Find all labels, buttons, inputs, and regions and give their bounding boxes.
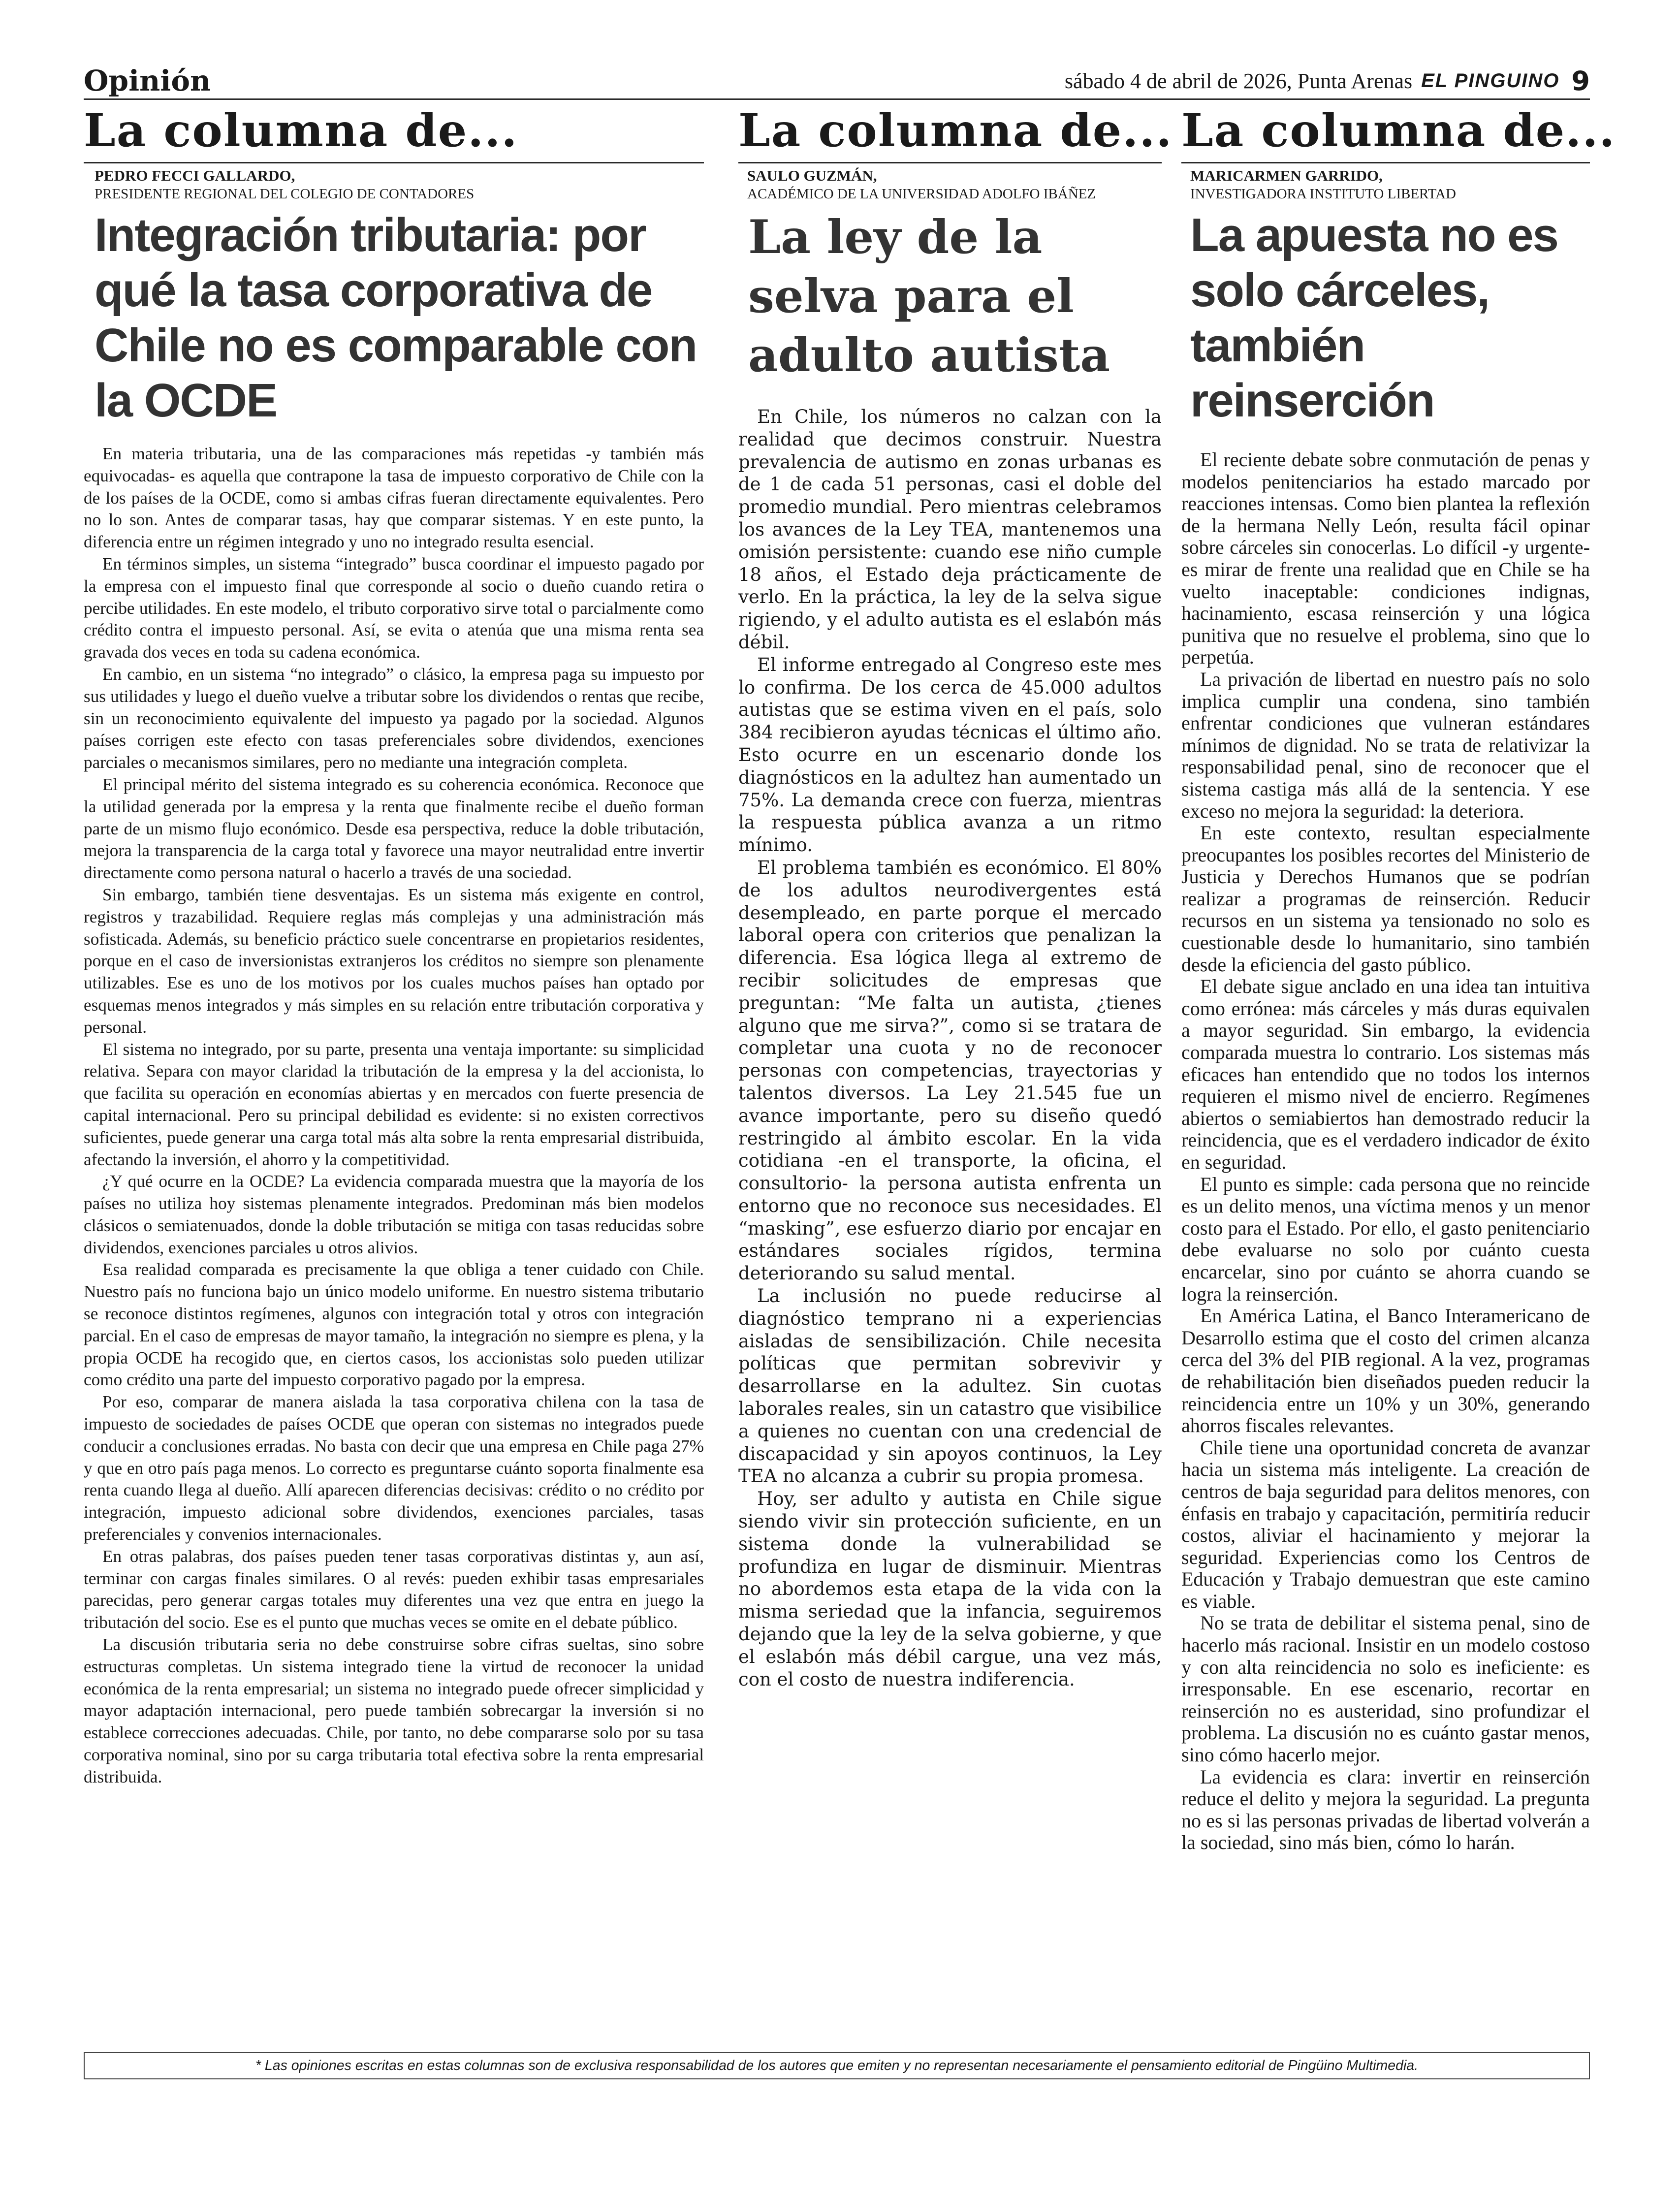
paragraph: En cambio, en un sistema “no integrado” o clásico, la empresa paga su impuesto por sus utilidades y luego el dueño vuelve a tributar sobre los dividendos o rentas que recibe, sin un reconocimiento equivalente del impuesto ya pagado por la sociedad. Algunos países corrigen este efecto con tasas preferenciales sobre dividendos, exenciones parciales o mecanismos similares, pero no mediante una integración completa. [84, 664, 704, 772]
column-headline: La apuesta no es solo cárceles, también reinserción [1190, 209, 1558, 427]
paragraph: ¿Y qué ocurre en la OCDE? La evidencia comparada muestra que la mayoría de los países no utiliza hoy sistemas plenamente integrados. Predominan más bien modelos clásicos o semiatenuados, donde la doble tributación se mitiga con tasas reducidas sobre dividendos, exenciones parciales u otros alivios. [84, 1172, 704, 1257]
author-role: ACADÉMICO DE LA UNIVERSIDAD ADOLFO IBÁÑEZ [747, 186, 1096, 202]
issue-date: sábado 4 de abril de 2026, Punta Arenas [1064, 68, 1413, 93]
paragraph: La privación de libertad en nuestro país no solo implica cumplir una condena, sino también enfrentar condiciones que vulneran estándares mínimos de dignidad. No se trata de relativizar la responsabilidad penal, sino de reconocer que el sistema castiga más allá de la sentencia. Y ese exceso no mejora la seguridad: la deteriora. [1181, 668, 1590, 822]
column-headline: Integración tributaria: por qué la tasa corporativa de Chile no es comparable con la OCDE [95, 209, 697, 427]
paragraph: El debate sigue anclado en una idea tan intuitiva como errónea: más cárceles y más duras equivalen a mayor seguridad. Sin embargo, la evidencia comparada muestra lo contrario. Los sistemas más eficaces han entendido que no todos los internos requieren el mismo nivel de encierro. Regímenes abiertos o semiabiertos han demostrado reducir la reincidencia, que es el verdadero indicador de éxito en seguridad. [1181, 975, 1590, 1173]
paragraph: El sistema no integrado, por su parte, presenta una ventaja importante: su simplicidad relativa. Separa con mayor claridad la tributación de la empresa y la del accionista, lo que facilita su operación en economías abiertas y en mercados con fuerte presencia de capital internacional. Pero su principal debilidad es evidente: si no existen correctivos suficientes, puede generar una carga total más alta sobre la renta empresarial distribuida, afectando la inversión, el ahorro y la competitividad. [84, 1039, 704, 1169]
column-kicker: La columna de... [738, 104, 1173, 157]
paragraph: La evidencia es clara: invertir en reinserción reduce el delito y mejora la seguridad. La pregunta no es si las personas privadas de libertad volverán a la sociedad, sino más bien, cómo lo harán. [1181, 1765, 1590, 1854]
paragraph: La discusión tributaria seria no debe construirse sobre cifras sueltas, sino sobre estructuras completas. Un sistema integrado tiene la virtud de reconocer la unidad económica de la renta empresarial; un sistema no integrado puede ofrecer simplicidad y mayor adaptación internacional, pero puede también sobrecargar la inversión si no establece correcciones adecuadas. Chile, por tanto, no debe compararse solo por su tasa corporativa nominal, sino por su carga tributaria total efectiva sobre la renta empresarial distribuida. [84, 1635, 704, 1786]
page-header [84, 63, 1590, 98]
paragraph: En otras palabras, dos países pueden tener tasas corporativas distintas y, aun así, terminar con cargas finales similares. O al revés: pueden exhibir tasas empresariales parecidas, pero generar cargas totales muy diferentes una vez que entra en juego la tributación del socio. Ese es el punto que muchas veces se omite en el debate público. [84, 1546, 704, 1632]
paragraph: El punto es simple: cada persona que no reincide es un delito menos, una víctima menos y un menor costo para el Estado. Por ello, el gasto penitenciario debe evaluarse no solo por cuánto cuesta encarcelar, sino por cuánto se ahorra cuando se logra la reinserción. [1181, 1173, 1590, 1305]
opinion-column-1 [84, 106, 704, 1788]
author-role: PRESIDENTE REGIONAL DEL COLEGIO DE CONTADORES [95, 186, 475, 202]
paragraph: Esa realidad comparada es precisamente la que obliga a tener cuidado con Chile. Nuestro país no funciona bajo un único modelo uniforme. En nuestro sistema tributario se reconoce distintos regímenes, algunos con integración total y otros con integración parcial. En el caso de empresas de mayor tamaño, la integración no siempre es plena, y la propia OCDE ha recogido que, en ciertos casos, los accionistas solo pueden utilizar como crédito una parte del impuesto corporativo pagado por la empresa. [84, 1260, 704, 1390]
column-kicker: La columna de... [1181, 104, 1616, 157]
paragraph: La inclusión no puede reducirse al diagnóstico temprano ni a experiencias aisladas de sensibilización. Chile necesita políticas que permitan sobrevivir y desarrollarse en la adultez. Sin cuotas laborales reales, sin un catastro que visibilice a quienes no cuentan con una credencial de discapacidad y sin apoyos continuos, la Ley TEA no alcanza a cubrir su propia promesa. [738, 1285, 1162, 1487]
column-body [1181, 449, 1590, 1854]
paragraph: El reciente debate sobre conmutación de penas y modelos penitenciarios ha estado marcado por reacciones intensas. Como bien plantea la reflexión de la hermana Nelly León, resulta fácil opinar sobre cárceles sin conocerlas. Lo difícil -y urgente- es mirar de frente una realidad que en Chile se ha vuelto inaceptable: condiciones indignas, hacinamiento, escasa reinserción y una lógica punitiva que no resuelve el problema, sino que lo perpetúa. [1181, 448, 1590, 669]
author-name: MARICARMEN GARRIDO, [1190, 167, 1383, 184]
column-kicker: La columna de... [84, 104, 518, 157]
masthead-info [1065, 63, 1590, 98]
paragraph: Por eso, comparar de manera aislada la tasa corporativa chilena con la tasa de impuesto de sociedades de países OCDE que operan con sistemas no integrados puede conducir a conclusiones erradas. No basta con decir que una empresa en Chile paga 27% y que en otro país paga menos. Lo correcto es preguntarse cuánto soporta finalmente esa renta cuando llega al dueño. Allí aparecen diferencias decisivas: crédito o no crédito por integración, impuesto adicional sobre dividendos, exenciones parciales, tasas preferenciales y convenios internacionales. [84, 1392, 704, 1544]
paragraph: En este contexto, resultan especialmente preocupantes los posibles recortes del Ministerio de Justicia y Derechos Humanos que se podrían realizar a programas de reinserción. Reducir recursos en un sistema ya tensionado no solo es cuestionable desde lo humanitario, sino también desde la eficiencia del gasto público. [1181, 822, 1590, 976]
page-number: 9 [1571, 65, 1590, 96]
paragraph: Sin embargo, también tiene desventajas. Es un sistema más exigente en control, registros y trazabilidad. Requiere reglas más complejas y una administración más sofisticada. Además, su beneficio práctico suele concentrarse en propietarios residentes, porque en el caso de inversionistas extranjeros los créditos no siempre son plenamente utilizables. Ese es uno de los motivos por los cuales muchos países han optado por esquemas menos integrados y más simples en su relación entre tributación corporativa y personal. [84, 885, 704, 1037]
author-name: PEDRO FECCI GALLARDO, [95, 167, 295, 184]
paragraph: El informe entregado al Congreso este mes lo confirma. De los cerca de 45.000 adultos autistas que se estima viven en el país, solo 384 recibieron ayudas técnicas el último año. Esto ocurre en un escenario donde los diagnósticos en la adultez han aumentado un 75%. La demanda crece con fuerza, mientras la respuesta pública avanza a un ritmo mínimo. [738, 654, 1162, 856]
paragraph: El problema también es económico. El 80% de los adultos neurodivergentes está desempleado, en parte porque el mercado laboral opera con criterios que penalizan la diferencia. Esa lógica llega al extremo de recibir solicitudes de empresas que preguntan: “Me falta un autista, ¿tienes alguno que me sirva?”, como si se tratara de completar una cuota y no de reconocer personas con competencias, trayectorias y talentos diversos. La Ley 21.545 fue un avance importante, pero su diseño quedó restringido al ámbito escolar. En la vida cotidiana -en el transporte, la oficina, el consultorio- la persona autista enfrenta un entorno que no reconoce sus necesidades. El “masking”, ese esfuerzo diario por encajar en estándares sociales rígidos, termina deteriorando su salud mental. [738, 857, 1162, 1284]
header-divider [84, 98, 1590, 100]
paragraph: En materia tributaria, una de las comparaciones más repetidas -y también más equivocadas- es aquella que contrapone la tasa de impuesto corporativo de Chile con la de los países de la OCDE, como si ambas cifras fueran directamente equivalentes. Pero no lo son. Antes de comparar tasas, hay que comparar sistemas. Y en este punto, la diferencia entre un régimen integrado y uno no integrado resulta esencial. [84, 444, 704, 552]
editorial-disclaimer: * Las opiniones escritas en estas columnas son de exclusiva responsabilidad de los autores que emiten y no representan necesariamente el pensamiento editorial de Pingüino Multimedia. [84, 2052, 1590, 2079]
paragraph: Hoy, ser adulto y autista en Chile sigue siendo vivir sin protección suficiente, en un sistema donde la vulnerabilidad se profundiza en lugar de disminuir. Mientras no abordemos esta etapa de la vida con la misma seriedad que la infancia, seguiremos dejando que la ley de la selva gobierne, y que el eslabón más débil cargue, una vez más, con el costo de nuestra indiferencia. [738, 1488, 1162, 1690]
section-title: Opinión [84, 64, 211, 97]
column-body [84, 443, 704, 1788]
paragraph: En términos simples, un sistema “integrado” busca coordinar el impuesto pagado por la empresa con el impuesto final que corresponde al socio o dueño cuando retira o percibe utilidades. En este modelo, el tributo corporativo sirve total o parcialmente como crédito contra el impuesto personal. Así, se evita o atenúa que una misma renta sea gravada dos veces en toda su cadena económica. [84, 554, 704, 662]
paragraph: Chile tiene una oportunidad concreta de avanzar hacia un sistema más inteligente. La creación de centros de baja seguridad para delitos menores, con énfasis en trabajo y capacitación, permitiría reducir costos, aliviar el hacinamiento y mejorar la seguridad. Experiencias como los Centros de Educación y Trabajo demuestran que este camino es viable. [1181, 1436, 1590, 1612]
newspaper-logo: EL PINGUINO [1421, 69, 1560, 92]
author-name: SAULO GUZMÁN, [747, 167, 877, 184]
kicker-divider [1181, 162, 1590, 163]
paragraph: No se trata de debilitar el sistema penal, sino de hacerlo más racional. Insistir en un modelo costoso y con alta reincidencia no solo es ineficiente: es irresponsable. En ese escenario, recortar en reinserción no es austeridad, sino profundizar el problema. La discusión no es cuánto gastar menos, sino cómo hacerlo mejor. [1181, 1612, 1590, 1766]
opinion-column-2 [738, 104, 1173, 1690]
paragraph: El principal mérito del sistema integrado es su coherencia económica. Reconoce que la utilidad generada por la empresa y la renta que finalmente recibe el dueño forman parte de un mismo flujo económico. Desde esa perspectiva, reduce la doble tributación, mejora la transparencia de la carga total y favorece una mayor neutralidad entre invertir directamente como persona natural o hacerlo a través de una sociedad. [84, 774, 704, 883]
column-headline: La ley de la selva para el adulto autista [748, 210, 1110, 382]
paragraph: En América Latina, el Banco Interamericano de Desarrollo estima que el costo del crimen alcanza cerca del 3% del PIB regional. A la vez, programas de rehabilitación bien diseñados pueden reducir la reincidencia entre un 10% y un 30%, generando ahorros fiscales relevantes. [1181, 1305, 1590, 1437]
column-body [738, 406, 1162, 1690]
author-role: INVESTIGADORA INSTITUTO LIBERTAD [1190, 186, 1456, 202]
paragraph: En Chile, los números no calzan con la realidad que decimos construir. Nuestra prevalencia de autismo en zonas urbanas es de 1 de cada 51 personas, casi el doble del promedio mundial. Pero mientras celebramos los avances de la Ley TEA, mantenemos una omisión persistente: cuando ese niño cumple 18 años, el Estado deja prácticamente de verlo. En la práctica, la ley de la selva sigue rigiendo, y el adulto autista es el eslabón más débil. [738, 406, 1162, 653]
opinion-column-3 [1181, 104, 1616, 1854]
kicker-divider [84, 162, 704, 163]
kicker-divider [738, 162, 1162, 163]
